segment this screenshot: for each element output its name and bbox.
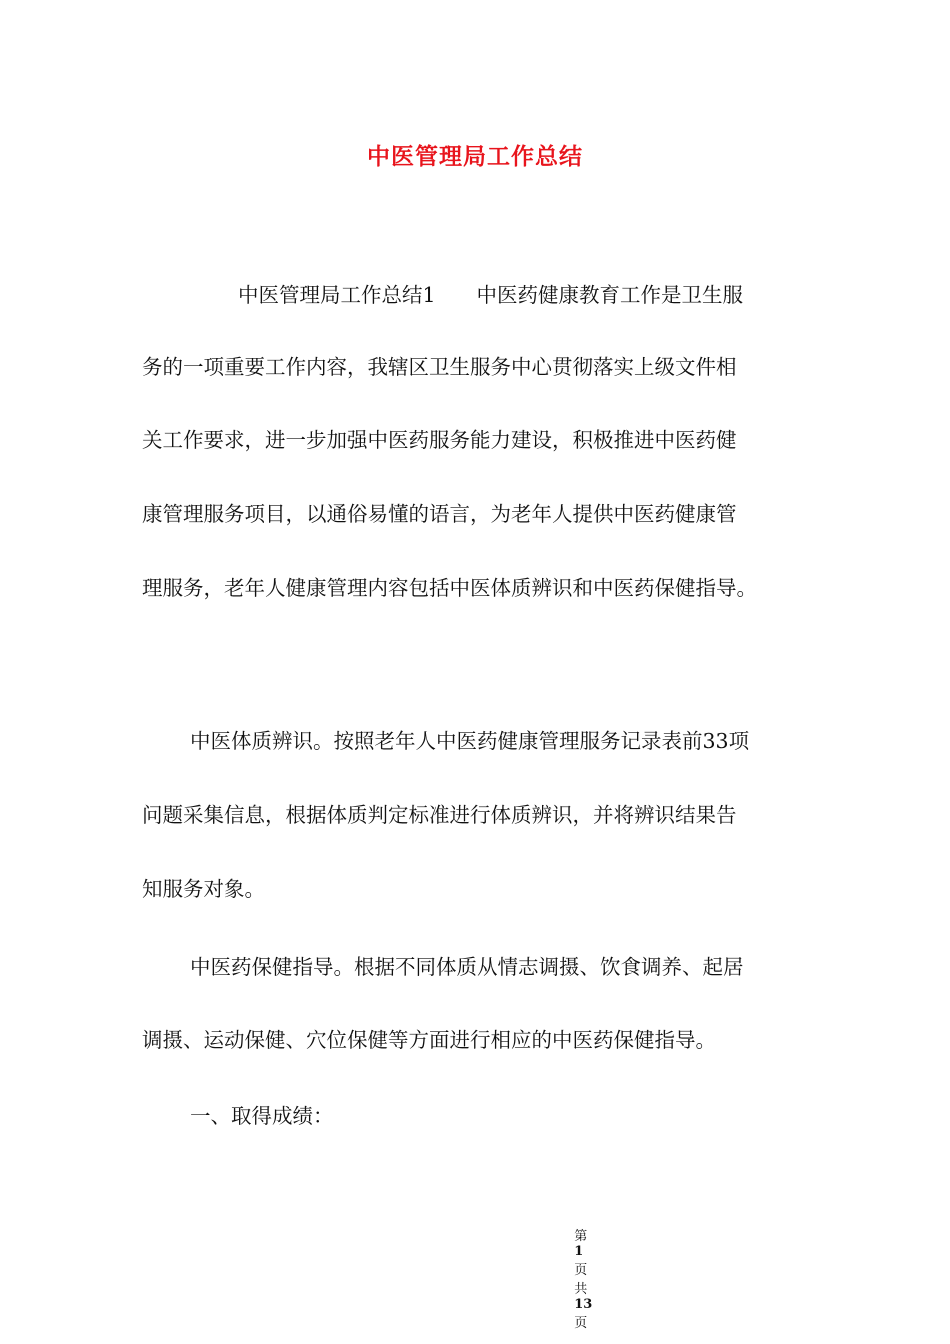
section-heading: 一、取得成绩： [190, 1104, 334, 1128]
total-label: 共 [574, 1282, 588, 1297]
page-current: 1 [574, 1244, 584, 1259]
page-unit: 页 [574, 1263, 588, 1278]
text-line: 中医药保健指导。根据不同体质从情志调摄、饮食调养、起居 [190, 955, 744, 979]
text-line: 关工作要求，进一步加强中医药服务能力建设，积极推进中医药健 [142, 428, 737, 452]
text-line: 理服务，老年人健康管理内容包括中医体质辨识和中医药保健指导。 [142, 576, 757, 600]
text-line: 问题采集信息，根据体质判定标准进行体质辨识，并将辨识结果告 [142, 803, 737, 827]
page-total: 13 [574, 1297, 593, 1312]
text-line: 调摄、运动保健、穴位保健等方面进行相应的中医药保健指导。 [142, 1028, 716, 1052]
text-line: 知服务对象。 [142, 877, 265, 901]
text-line: 中医管理局工作总结1 中医药健康教育工作是卫生服 [238, 283, 744, 307]
page-footer [566, 1210, 592, 1331]
text-line: 康管理服务项目，以通俗易懂的语言，为老年人提供中医药健康管 [142, 502, 737, 526]
text-line: 中医体质辨识。按照老年人中医药健康管理服务记录表前33项 [190, 729, 750, 753]
total-unit: 页 [574, 1316, 588, 1331]
page-title: 中医管理局工作总结 [367, 143, 583, 170]
page-label: 第 [574, 1229, 588, 1244]
text-line: 务的一项重要工作内容，我辖区卫生服务中心贯彻落实上级文件相 [142, 355, 737, 379]
